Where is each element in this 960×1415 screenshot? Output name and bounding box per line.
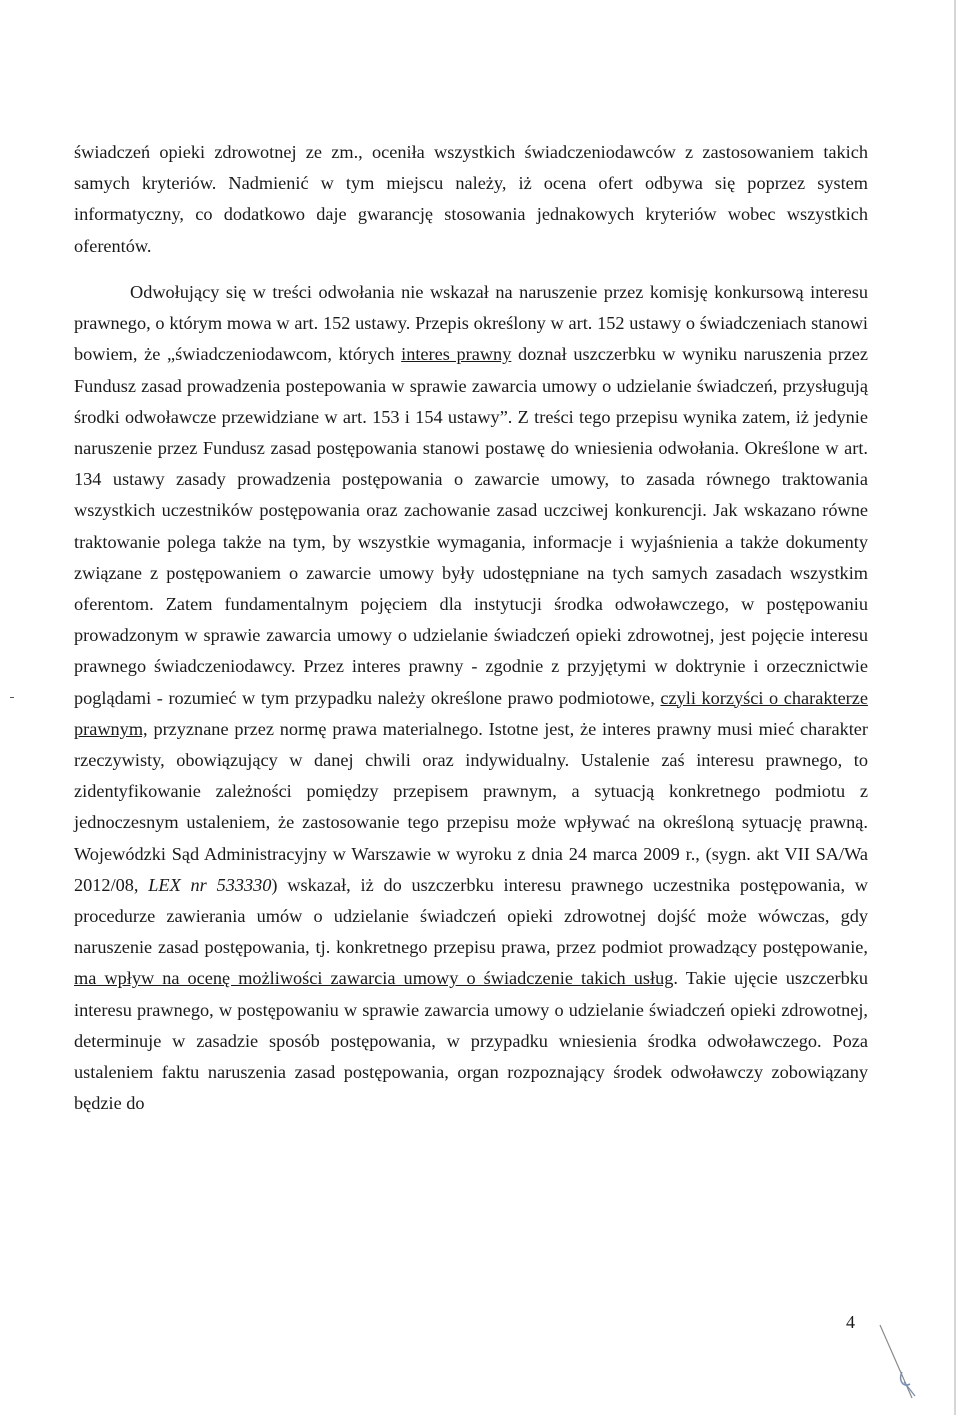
underlined-phrase-wplyw: ma wpływ na ocenę możliwości zawarcia umowy o świadczenie takich usług [74, 968, 674, 989]
page-number: 4 [846, 1312, 855, 1332]
paragraph-2-text-5: . Takie ujęcie uszczerbku interesu prawnego, w postępowaniu w sprawie zawarcia umowy o udzielanie świadczeń opieki zdrowotnej, determinuje w zasadzie sposób postępowania, w przypadku wniesienia środka odwoławczego. Poza ustaleniem faktu naruszenia zasad postępowania, organ rozpoznający środek odwoławczy zobowiązany będzie do [74, 968, 869, 1114]
paragraph-2-text-3: przyznane przez normę prawa materialnego. Istotne jest, że interes prawny musi mieć charakter rzeczywisty, obowiązujący w danej chwili oraz indywidualny. Ustalenie zaś interesu prawnego, to zidentyfikowanie zależności pomiędzy przepisem prawnym, a sytuacją konkretnego podmiotu z jednoczesnym ustaleniem, że zastosowanie tego przepisu może wpływać na określoną sytuację prawną. Wojewódzki Sąd Administracyjny w Warszawie w wyroku z dnia 24 marca 2009 r., (sygn. akt VII SA/Wa 2012/08, [74, 718, 868, 895]
paragraph-2-text-4: ) wskazał, iż do uszczerbku interesu prawnego uczestnika postępowania, w procedurze zawierania umów o udzielanie świadczeń opieki zdrowotnej dojść może wówczas, gdy naruszenie zasad postępowania, tj. konkretnego przepisu prawa, przez podmiot prowadzący postępowanie, [74, 874, 868, 958]
paragraph-1-text: świadczeń opieki zdrowotnej ze zm., oceniła wszystkich świadczeniodawców z zastosowaniem takich samych kryteriów. Nadmienić w tym miejscu należy, iż ocena ofert odbywa się poprzez system informatyczny, co dodatkowo daje gwarancję stosowania jednakowych kryteriów wobec wszystkich oferentów. [74, 142, 868, 256]
underlined-phrase-korzysci: czyli korzyści o charakterze prawnym, [74, 687, 868, 739]
paragraph-2-text-2: doznał uszczerbku w wyniku naruszenia przez Fundusz zasad prowadzenia postepowania w sprawie zawarcia umowy o udzielanie świadczeń, przysługują środki odwoławcze przewidziane w art. 153 i 154 ustawy”. Z treści tego przepisu wynika zatem, iż jedynie naruszenie przez Fundusz zasad postępowania stanowi postawę do wniesienia odwołania. Określone w art. 134 ustawy zasady prowadzenia postępowania o zawarcie umowy, to zasada równego traktowania wszystkich uczestników postępowania oraz zachowanie zasad uczciwej konkurencji. Jak wskazano równe traktowanie polega także na tym, by wszystkie wymagania, informacje i wyjaśnienia a także dokumenty związane z postępowaniem o zawarcie umowy były udostępniane na tych samych zasadach wszystkim oferentom. Zatem fundamentalnym pojęciem dla instytucji środka odwoławczego, w postępowaniu prowadzonym w sprawie zawarcia umowy o udzielanie świadczeń opieki zdrowotnej, jest pojęcie interesu prawnego świadczeniodawcy. Przez interes prawny - zgodnie z przyjętymi w doktrynie i orzecznictwie poglądami - rozumieć w tym przypadku należy określone prawo podmiotowe, [74, 344, 868, 708]
underlined-phrase-interes-prawny: interes prawny [401, 344, 512, 365]
lex-citation: LEX nr 533330 [148, 874, 272, 895]
paragraph-2-text-1: Odwołujący się w treści odwołania nie wskazał na naruszenie przez komisję konkursową interesu prawnego, o którym mowa w art. 152 ustawy. Przepis określony w art. 152 ustawy o świadczeniach stanowi bowiem, że „świadczeniodawcom, których [74, 282, 868, 365]
